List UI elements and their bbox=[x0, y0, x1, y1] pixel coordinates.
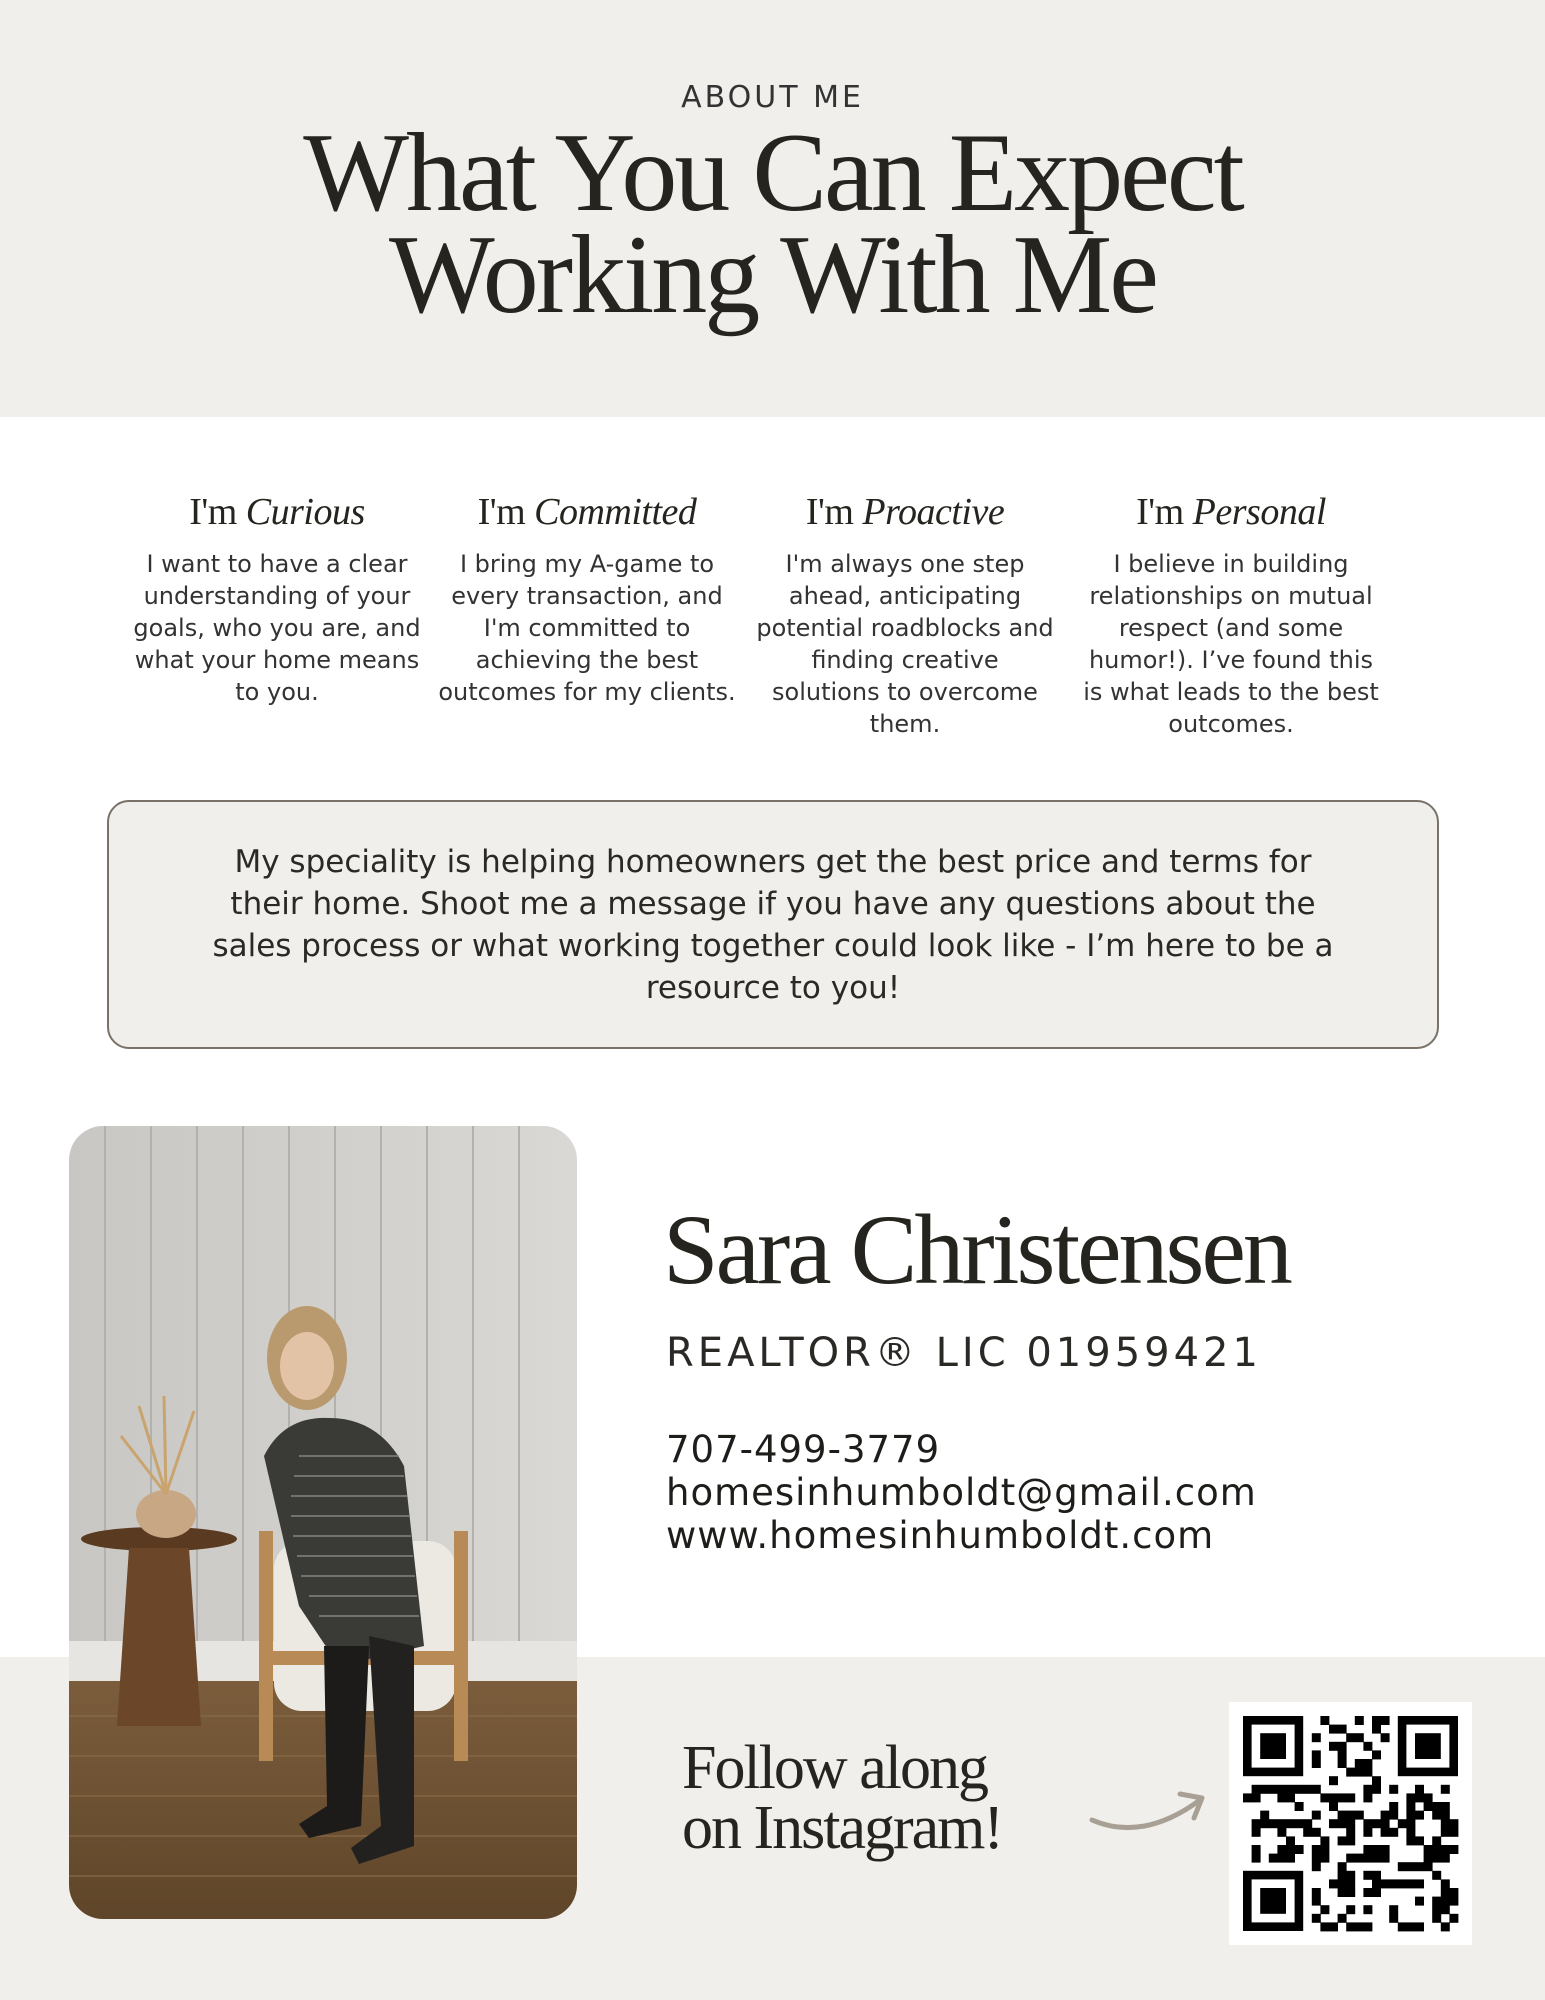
trait-curious bbox=[127, 488, 427, 708]
email-address[interactable]: homesinhumboldt@gmail.com bbox=[666, 1471, 1257, 1514]
trait-body: I bring my A-game to every transaction, and I'm committed to achieving the best outcomes for my clients. bbox=[438, 550, 736, 706]
page-title-line-2: Working With Me bbox=[389, 213, 1156, 337]
trait-body: I'm always one step ahead, anticipating potential roadblocks and finding creative solutions to overcome them. bbox=[756, 550, 1054, 738]
follow-line-1: Follow along bbox=[682, 1734, 987, 1802]
website-link[interactable]: www.homesinhumboldt.com bbox=[666, 1514, 1215, 1557]
trait-prefix: I'm bbox=[189, 491, 237, 533]
trait-prefix: I'm bbox=[477, 491, 526, 533]
trait-prefix: I'm bbox=[1136, 491, 1184, 533]
trait-word: Curious bbox=[245, 491, 365, 533]
message-text: My speciality is helping homeowners get the best price and terms for their home. Shoot me a message if you have any questions about the sales process or what working together could look like - I’m here to be a resource to you! bbox=[212, 843, 1334, 1006]
curved-arrow-icon bbox=[1088, 1782, 1213, 1846]
message-box bbox=[107, 800, 1439, 1049]
follow-instagram bbox=[682, 1734, 1003, 1862]
contact-info bbox=[666, 1428, 1257, 1557]
trait-body: I want to have a clear understanding of your goals, who you are, and what your home means to you. bbox=[133, 550, 421, 706]
trait-proactive bbox=[755, 488, 1055, 740]
trait-title bbox=[1081, 488, 1381, 536]
trait-body: I believe in building relationships on mutual respect (and some humor!). I’ve found this is what leads to the best outcomes. bbox=[1083, 550, 1379, 738]
trait-prefix: I'm bbox=[805, 491, 854, 533]
trait-word: Proactive bbox=[862, 491, 1005, 533]
trait-title bbox=[437, 488, 737, 536]
trait-committed bbox=[437, 488, 737, 708]
trait-title bbox=[755, 488, 1055, 536]
trait-word: Personal bbox=[1192, 491, 1326, 533]
agent-photo bbox=[69, 1126, 577, 1919]
trait-title bbox=[127, 488, 427, 536]
trait-personal bbox=[1081, 488, 1381, 740]
page-title bbox=[0, 111, 1545, 337]
license-number: REALTOR® LIC 01959421 bbox=[666, 1330, 1262, 1376]
eyebrow-label: ABOUT ME bbox=[681, 80, 864, 115]
follow-line-2: on Instagram! bbox=[682, 1794, 1003, 1862]
agent-name: Sara Christensen bbox=[663, 1194, 1290, 1305]
instagram-qr-code[interactable] bbox=[1229, 1702, 1472, 1945]
page-title-line-1: What You Can Expect bbox=[303, 111, 1242, 235]
phone-number[interactable]: 707-499-3779 bbox=[666, 1428, 941, 1471]
trait-word: Committed bbox=[534, 491, 697, 533]
